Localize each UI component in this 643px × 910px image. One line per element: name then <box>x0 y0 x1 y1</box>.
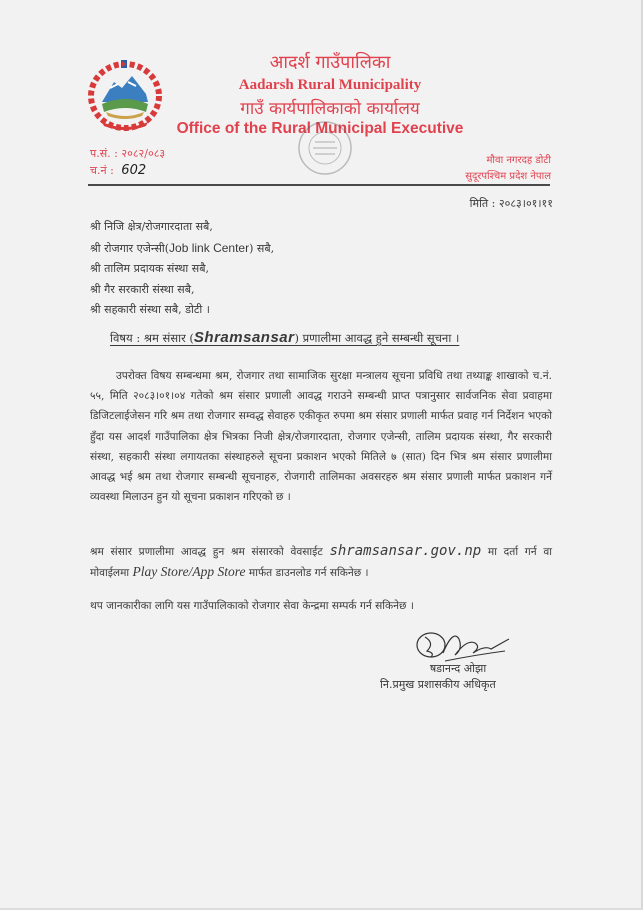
body-paragraph-2 <box>90 541 552 583</box>
recipient-text-en: Job link Center <box>169 240 250 255</box>
recipient-list <box>90 217 274 321</box>
office-name-en: Office of the Rural Municipal Executive <box>176 120 464 137</box>
p2-text: श्रम संसार प्रणालीमा आवद्ध हुन श्रम संसारको वेवसाईट <box>90 546 330 558</box>
recipient-item <box>90 238 274 260</box>
recipient-text: श्री रोजगार एजेन्सी( <box>90 241 170 255</box>
cn-value: 602 <box>121 163 147 178</box>
nepal-emblem-icon <box>88 58 162 132</box>
subject-en: Shramsansar <box>193 329 295 346</box>
header-divider <box>88 184 550 186</box>
letter-date <box>470 196 553 211</box>
reference-cn <box>90 163 146 178</box>
recipient-item: श्री सहकारी संस्था सबै, डोटी । <box>90 303 210 316</box>
subject-post: ) प्रणालीमा आवद्ध हुने सम्बन्धी सूचना । <box>294 331 460 345</box>
body-paragraph-3: थप जानकारीका लागि यस गाउँपालिकाको रोजगार सेवा केन्द्रमा सम्पर्क गर्न सकिनेछ । <box>90 600 414 612</box>
municipality-name-np: आदर्श गाउँपालिका <box>269 52 391 73</box>
recipient-text: ) सबै, <box>249 241 275 255</box>
date-value: २०८३।०१।११ <box>498 197 553 210</box>
municipality-name-en: Aadarsh Rural Municipality <box>238 77 422 93</box>
office-name-np: गाउँ कार्यपालिकाको कार्यालय <box>240 99 420 119</box>
address-line-2: सुदूरपश्चिम प्रदेश नेपाल <box>465 171 551 182</box>
signatory-name: षडानन्द ओझा <box>429 662 487 675</box>
recipient-item: श्री तालिम प्रदायक संस्था सबै, <box>90 262 209 275</box>
cn-label: च.नं : <box>90 164 114 177</box>
store-text: Play Store/App Store <box>132 564 246 580</box>
p2-text: मार्फत डाउनलोड गर्न सकिनेछ । <box>245 567 369 580</box>
recipient-item: श्री निजि क्षेत्र/रोजगारदाता सबै, <box>90 220 213 233</box>
ps-value: २०८२/०८३ <box>121 147 166 160</box>
office-stamp-icon <box>285 118 365 178</box>
ps-label: प.सं. : <box>90 147 118 160</box>
recipient-item: श्री गैर सरकारी संस्था सबै, <box>90 282 195 296</box>
body-paragraph-1: उपरोक्त विषय सम्बन्धमा श्रम, रोजगार तथा सामाजिक सुरक्षा मन्त्रालय सूचना प्रविधि तथा तथ्याङ्क शाखाको च.नं. ५५, मिति २०८३।०१।०४ गतेको श्रम संसार प्रणाली आवद्ध गराउने सम्बन्धी प्राप्त पत्रानुसार सार्वजनिक सेवा प्रवाहमा डिजिटलाईजेसन गरि श्रम तथा रोजगार सम्वद्ध सेवाहरु एकीकृत रुपमा श्रम संसार प्रणाली मार्फत प्रवाह गर्न निर्देशन भएको हुँदा यस आदर्श गाउँपालिका क्षेत्र भित्रका निजी क्षेत्र/रोजगारदाता, रोजगार एजेन्सी, तालिम प्रदायक संस्था, गैर सरकारी संस्था, सहकारी संस्था लगायतका संस्थाहरुले सूचना प्रकाशन भएको मितिले ७ (सात) दिन भित्र श्रम संसार प्रणालीमा आवद्ध भई श्रम तथा रोजगार सम्बन्धी सूचनाहरु, रोजगारी तालिमका अवसरहरु श्रम संसार प्रणाली मार्फत प्रकाशन गर्ने व्यवस्था मिलाउन हुन यो सूचना प्रकाशन गरिएको छ । <box>90 370 552 504</box>
reference-ps <box>90 146 165 161</box>
signatory-title: नि.प्रमुख प्रशासकीय अधिकृत <box>380 678 496 691</box>
subject-pre: विषय : श्रम संसार ( <box>110 331 194 345</box>
date-label: मिति : <box>469 197 496 210</box>
website-link[interactable]: shramsansar.gov.np <box>329 543 482 559</box>
p2-text: मा दर्ता गर्न वा मोवाईलमा <box>90 546 553 580</box>
subject-line <box>110 329 459 346</box>
address-line-1: मौवा नगरदह डोटी <box>486 155 551 166</box>
